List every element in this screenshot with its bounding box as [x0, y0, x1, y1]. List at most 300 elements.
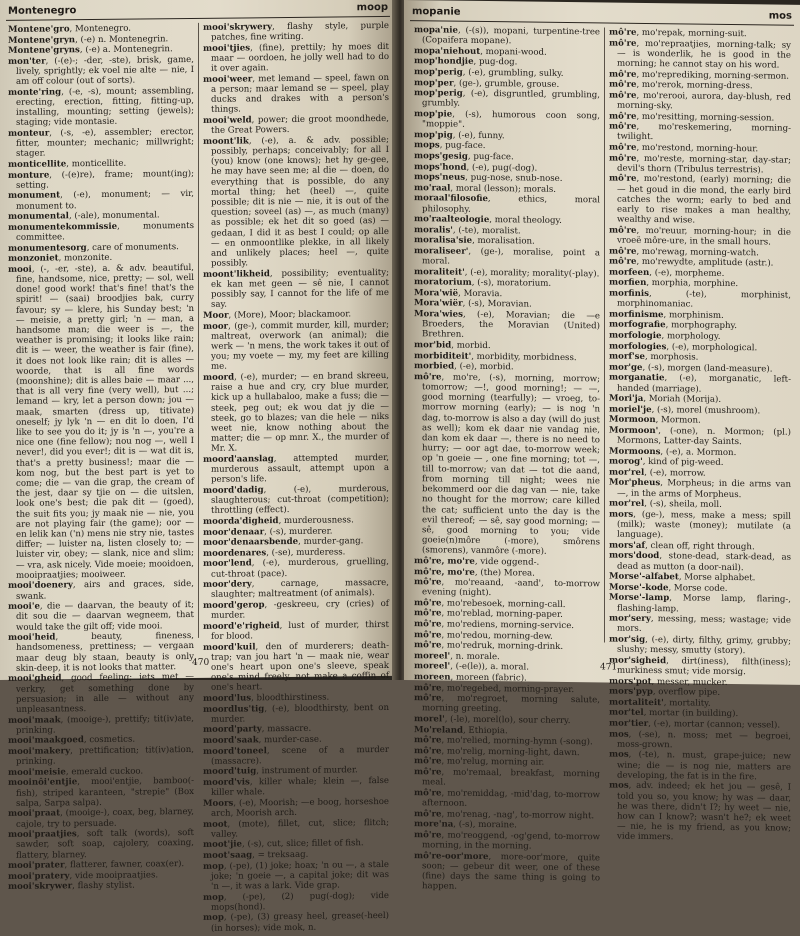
entry-definition: , Montenegro. — [69, 23, 132, 35]
entry-definition: , mo'reste, morning-star, day-star; devil's thorn (Tribulus terrestris). — [617, 153, 791, 176]
entry-headword: morbiditeit' — [414, 350, 472, 362]
entry-headword: mô're — [414, 371, 442, 383]
entry-headword: mooi'doenery — [8, 580, 73, 592]
entry-headword: mooi'maakgoed — [8, 735, 84, 747]
entry-definition: , (-te), n. must, grape-juice; new wine; die — is nog nie, matters are developing, the fat is in the fire. — [617, 750, 791, 783]
header-left: Montenegro — [8, 5, 77, 17]
entry-headword: Morse'-alfabet — [609, 571, 679, 583]
entry-definition: , moral (lesson); morals. — [450, 183, 557, 195]
entry-headword: morf'se — [609, 351, 645, 363]
dictionary-entry — [203, 838, 389, 850]
entry-definition: , soft talk (words), soft sawder, soft soap, cajolery, coaxing, flattery, blarney. — [16, 828, 194, 861]
entry-definition: , Moravia. — [458, 288, 503, 300]
entry-definition: , mo'redou, morning-dew. — [441, 630, 553, 642]
entry-headword: mô're, mo're — [414, 556, 475, 567]
entry-definition: , (-se), n. moss; met — begroei, moss-grown. — [617, 729, 791, 751]
entry-definition: , monuments committee. — [16, 220, 194, 243]
entry-definition: , (fine), prettily; hy moes dit maar — oordoen, he jolly well had to do it over again. — [211, 41, 389, 74]
entry-definition: , carnage, massacre, slaughter; maltreatment (of animals). — [211, 578, 389, 601]
entry-definition: , (-s), cut, slice; fillet of fish. — [242, 838, 364, 850]
dictionary-entry — [8, 127, 194, 160]
dictionary-entry — [609, 593, 791, 616]
entry-headword: moralisa'sie — [414, 235, 473, 247]
entry-definition: , mo'restond, (early) morning; die — het goud in die mond, the early bird catches the worm; early to bed and early to rise makes a man healthy, wealthy and wise. — [617, 174, 791, 226]
entry-definition: , ethics, moral philosophy. — [422, 194, 600, 215]
entry-headword: mooi'gheid — [8, 673, 62, 685]
entry-headword: Mor'pheus — [609, 477, 661, 489]
entry-headword: mooi'weld — [203, 115, 252, 126]
entry-headword: mooi'meisie — [8, 767, 66, 778]
entry-headword: mô're — [414, 829, 442, 841]
dictionary-entry — [609, 655, 791, 678]
entry-definition: , (-e), morbid. — [454, 361, 514, 373]
entry-headword: morel' — [414, 714, 445, 725]
entry-headword: moor'lend — [203, 558, 252, 570]
entry-definition: , (mooige-), coax, beg, blarney, cajole, try to persuade. — [16, 807, 194, 830]
dictionary-entry — [203, 135, 389, 270]
dictionary-entry — [414, 577, 600, 600]
entry-definition: , (-e), Moravian; die —e Broeders, the Moravian (United) Brethren. — [422, 309, 600, 341]
entry-definition: , mo'rerooi, aurora, day-blush, red morning-sky. — [617, 90, 791, 112]
dictionary-entry — [609, 781, 791, 844]
entry-headword: mor'tel — [609, 707, 644, 719]
entry-headword: mos — [609, 729, 629, 740]
entry-headword: moordenares — [203, 548, 267, 559]
entry-definition: , (-e) n. Montenegrin. — [75, 33, 169, 45]
dictionary-entry — [203, 703, 389, 725]
entry-definition: , n. morale. — [450, 651, 500, 663]
entry-headword: moot'saag — [203, 850, 253, 861]
dictionary-entry — [203, 320, 389, 373]
entry-definition: , (-e), murderous, slaughterous; cut-throat (competition); throttling (effect). — [211, 483, 389, 517]
entry-definition: , pug-nose, snub-nose. — [465, 172, 563, 185]
entry-headword: mô're — [414, 640, 442, 651]
dictionary-entry — [609, 90, 791, 113]
entry-definition: , mo'reblad, morning-paper. — [441, 608, 563, 621]
dictionary-entry — [203, 890, 389, 912]
entry-headword: moor'denaar — [203, 526, 265, 538]
dictionary-entry — [609, 174, 791, 227]
entry-definition: , moralisation. — [472, 236, 535, 247]
dictionary-entry — [203, 578, 389, 600]
dictionary-entry — [414, 830, 600, 853]
entry-definition: , mo'rewag, morning-watch. — [636, 246, 759, 258]
entry-headword: moord'saak — [203, 735, 259, 746]
entry-definition: , (-te), moralist. — [452, 225, 521, 237]
entry-definition: , (-ale), monumental. — [68, 210, 160, 222]
dictionary-entry — [8, 714, 194, 736]
entry-definition: , morbid. — [451, 340, 491, 352]
entry-headword: moord'vis — [203, 777, 250, 788]
entry-headword: morfien — [609, 277, 647, 289]
entry-definition: , flashy style, purple patches, fine writing. — [211, 20, 389, 43]
entry-definition: , dirt(iness), filth(iness); murkiness smut; vide morsig. — [617, 656, 791, 678]
entry-headword: morfinisme — [609, 309, 664, 320]
entry-definition: , (-te), morphinist, morphinomaniac. — [617, 288, 791, 310]
entry-headword: moor'denaarsbende — [203, 537, 299, 549]
entry-definition: , mo'reskemering, morning-twilight. — [617, 122, 791, 143]
dictionary-entry — [203, 620, 389, 642]
entry-headword: mop — [203, 892, 224, 903]
entry-definition: , bloodthirstiness. — [251, 692, 330, 704]
entry-definition: , pug-dog. — [473, 57, 518, 68]
entry-headword: mooi'skrywery — [203, 22, 273, 33]
entry-headword: mô're — [414, 693, 442, 704]
entry-headword: monumentesorg — [8, 242, 87, 254]
entry-definition: , (More), Moor; blackamoor. — [228, 309, 352, 321]
entry-headword: Mora'wië — [414, 288, 459, 299]
dictionary-entry — [609, 225, 791, 248]
dictionary-entry — [414, 693, 600, 716]
entry-headword: moord'gerop — [203, 600, 265, 611]
entry-definition: , mo'regebed, morning-prayer. — [441, 683, 575, 695]
entry-headword: moord'tuig — [203, 766, 257, 778]
dictionary-entry — [203, 599, 389, 621]
entry-headword: mooi'pratery — [8, 871, 70, 882]
dictionary-entry — [609, 478, 791, 501]
entry-headword: mô're — [414, 619, 442, 630]
entry-headword: morog' — [609, 456, 643, 468]
dictionary-entry — [203, 859, 389, 892]
entry-headword: morganatie — [609, 372, 665, 384]
entry-headword: monumentekommissie — [8, 221, 118, 233]
entry-definition: , monzonite. — [58, 252, 113, 264]
entry-headword: moord'toneel — [203, 745, 267, 757]
entry-headword: mô're-oor'more — [414, 850, 489, 862]
dictionary-entry — [8, 55, 194, 88]
entry-headword: mô're — [609, 121, 637, 133]
entry-definition: , moreen (fabric). — [450, 672, 527, 684]
left-column-1 — [8, 23, 194, 893]
entry-headword: mô're — [609, 225, 637, 236]
entry-headword: Mora'wiër — [414, 298, 463, 310]
entry-headword: moor — [203, 321, 229, 332]
entry-headword: mop'hondjie — [414, 56, 474, 68]
dictionary-entry — [609, 729, 791, 752]
entry-headword: mop'pig — [414, 129, 453, 141]
entry-definition: , met lemand — speel, fawn on a person; maar lemand se — speel, play ducks and drakes with a person's things. — [211, 72, 389, 116]
entry-headword: moordlus'tig — [203, 703, 265, 715]
entry-definition: , (-e), murderous, gruelling, cut-throat (pace). — [211, 557, 389, 580]
entry-definition: , mo'relug, morning air. — [441, 756, 545, 769]
entry-definition: , Morpheus; in die arms van —, in the arms of Morpheus. — [617, 478, 791, 500]
entry-headword: monumental — [8, 211, 69, 223]
entry-definition: , (-, -er, -ste), a. & adv. beautiful, fine, handsome, nice, pretty; — sol, well done! good work! that's fine! that's the spirit! — (saai) broodjies bak, curry favour; sy — klere, his Sunday best; 'n — meisie, a pretty girl; 'n — man, a handsome man; die weer is —, the weather is promising; it looks like rain; dit is — weer, the weather is fair (fine), it does not look like rain; dit is alles — woorde, that is all fine words (moonshine); dit is alles baie — maar ..., that is all very fine (very well), but ...; lemand — kry, let a person down; jou — maak, smarten (dress up, titivate) oneself; jy lyk 'n — en dit lo doen, I'd like to see you do it; jy is 'n —, you're a nice one (fine fellow); nou nog —, well I never!, did you ever!; dit is — wat dit is, that's a pretty business!; maar die — kom nog, but the best part is yet to come; die — van die grap, the cream of the jest, daar sy tjie on — die uitslen, look one's best; die pak dit — (goed), the suit fits you; jy maak nie — nie, you are not playing fair (the game); oor — en lelik kan ('n) mens nie stry nie, tastes differ; — luister na, listen closely to; — luister vir, obey; — slank, nice and slim; — vra, ask nicely. Vide moeie; mooidoen, mooipraatjies; mooiweer. — [16, 262, 194, 581]
entry-definition: , (-e), dirty, filthy, grimy, grubby; slushy; messy, smutty (story). — [617, 634, 791, 657]
entry-definition: , mo're, (-s), morning, morrow; tomorrow; —!, good morning!; — —, good morning (tearfully); — vroeg, to-morrow morning (early); — is nog 'n dag, to-morrow is also a day (will do just as well); kom ek daar nie vandag nie, dan kom ek daar —, there is no need to hurry; — oor agt dae, to-morrow week; op 'n goeie — , one fine morning; tot —, till to-morrow; van dat — tot die aand, from morning till night; wees nie bekommerd oor die dag van — nie, take no thought for the morrow; care killed the cat; sufficient unto the day is the evil thereof; — sê, say good morning; — sê, good morning to you; vide goeie(n)môre (-more), smôrens (smorens), vanmôre (-more). — [422, 372, 600, 558]
dictionary-entry — [203, 776, 389, 798]
entry-definition: , (ge-), moralise, point a moral. — [422, 246, 600, 267]
entry-headword: morfografie — [609, 319, 666, 331]
entry-definition: , pug-face. — [467, 151, 514, 163]
dictionary-entry — [609, 750, 791, 783]
entry-headword: mô're — [609, 27, 637, 38]
entry-definition: , adv. indeed; ek het jou — gesê, I told you so, you know; hy was — daar, he was there, didn't I?; hy weet — nie, how can I know?; wasn't he?; ek weet — nie, he is my friend, as you know; vide immers. — [617, 781, 791, 843]
entry-definition: , (-e), disgruntled, grumbling, grumbly. — [422, 88, 600, 110]
entry-headword: mô're — [414, 682, 442, 694]
entry-headword: mop'per — [414, 77, 454, 89]
entry-headword: moont'likheid — [203, 269, 270, 280]
column-divider — [198, 23, 199, 638]
entry-headword: mos — [609, 780, 629, 792]
entry-definition: , mo'resitting, morning-session. — [636, 111, 775, 124]
entry-definition: , (-le), morel(lo), sour cherry. — [444, 714, 571, 727]
entry-headword: mor'rel — [609, 467, 645, 478]
entry-definition: , (-e(le)), a. moral. — [450, 662, 529, 673]
entry-headword: Moors — [203, 798, 234, 809]
page-number: 470 — [192, 657, 210, 668]
entry-headword: mo'raalteologie — [414, 214, 490, 226]
entry-definition: , (-e), bloodthirsty, bent on murder. — [211, 702, 389, 725]
entry-definition: , possibility; eventuality; ek kan met geen — sê nie, I cannot possibly say, I cannot for the life of me say. — [211, 267, 389, 311]
entry-headword: Moor — [203, 310, 229, 321]
entry-headword: mô're — [414, 808, 442, 820]
dictionary-entry — [414, 372, 600, 558]
entry-definition: , = treksaag. — [252, 849, 309, 861]
entry-definition: , more-oor'more, quite soon; — gebeur dit weer, one of these (fine) days the same thing is going to happen. — [422, 851, 600, 892]
entry-headword: moot — [203, 819, 228, 830]
dictionary-entry — [203, 268, 389, 311]
entry-definition: , (-e), monument; — vir, monument to. — [16, 189, 194, 212]
dictionary-entry — [203, 371, 389, 455]
dictionary-entry — [609, 122, 791, 145]
entry-definition: , pug-face. — [439, 140, 486, 152]
right-page — [404, 0, 800, 892]
dictionary-entry — [8, 672, 194, 715]
entry-headword: moratorium — [414, 277, 472, 289]
entry-headword: mor'rel — [609, 498, 645, 510]
entry-headword: mors'dood — [609, 550, 660, 562]
entry-headword: mô're — [414, 787, 442, 799]
entry-headword: moot'jie — [203, 839, 242, 851]
entry-headword: mors'af — [609, 540, 646, 551]
entry-headword: mo'raal — [414, 182, 451, 194]
entry-definition: , (-s, -e), assembler; erector, fitter, mounter; mechanic; millwright; stager. — [16, 126, 194, 160]
dictionary-entry — [8, 776, 194, 809]
entry-headword: mooi'prater — [8, 860, 65, 872]
entry-definition: , good feeling; iets met — verkry, get something done by persuasion; in alle — without any unpleasantness. — [16, 672, 194, 715]
entry-definition: , (-e), morphological. — [666, 341, 758, 353]
entry-headword: mô're — [414, 608, 442, 619]
entry-headword: monte'ring — [8, 87, 62, 98]
entry-definition: , Ethiopia. — [462, 725, 508, 736]
entry-definition: , mo'reoggend, -og'gend, to-morrow morning, in the morning. — [422, 830, 600, 852]
entry-headword: mooi'heid — [8, 632, 56, 644]
entry-definition: , (-e), mortar (cannon; vessel). — [648, 718, 781, 731]
entry-definition: , (-se), murderess. — [266, 547, 346, 559]
dictionary-entry — [609, 509, 791, 542]
entry-definition: , (-s), Moravian. — [462, 299, 532, 311]
header-right: moop — [356, 1, 388, 14]
entry-definition: , moral theology. — [489, 215, 562, 227]
entry-headword: Mora'wies — [414, 309, 463, 320]
dictionary-entry — [8, 880, 194, 892]
entry-definition: , mo'reprediking, morning-sermon. — [636, 69, 790, 82]
entry-headword: moord — [203, 372, 235, 383]
entry-headword: mortaliteit' — [609, 697, 664, 708]
entry-definition: , scene of a murder (massacre). — [211, 744, 389, 767]
entry-definition: , flashy stylist. — [72, 880, 135, 892]
dictionary-entry — [414, 851, 600, 894]
dictionary-entry — [203, 911, 389, 933]
entry-definition: , (-pe), (3) greasy heel, grease(-heel) (in horses); vide mok, n. — [211, 911, 389, 934]
entry-definition: , killer whale; klein —, false killer whale. — [211, 775, 389, 798]
dictionary-entry — [203, 797, 389, 819]
dictionary-entry — [609, 614, 791, 637]
entry-definition: , (-(e)-; -der, -ste), brisk, game, lively, sprightly; ek voel nie alte — nie, I am off colour (out of sorts). — [16, 54, 194, 88]
dictionary-entry — [609, 288, 791, 311]
entry-definition: , instrument of murder. — [256, 765, 358, 777]
dictionary-entry — [8, 86, 194, 129]
entry-definition: , (the) Morea. — [474, 567, 535, 579]
entry-definition: , attempted murder, murderous assault, attempt upon a person's life. — [211, 452, 389, 486]
entry-definition: , morphosis. — [645, 352, 699, 363]
entry-definition: , (-pe), (1) joke; hoax; 'n ou —, a stale joke; 'n goeie —, a capital joke; dit was 'n —, it was a lark. Vide grap. — [211, 859, 389, 892]
entry-definition: , cosmetics. — [83, 735, 136, 746]
dictionary-entry — [609, 425, 791, 448]
entry-definition: , morphology. — [661, 331, 721, 342]
dictionary-entry — [203, 818, 389, 840]
entry-headword: monument — [8, 190, 61, 202]
entry-headword: moraliteit' — [414, 266, 465, 278]
entry-headword: mor'ge — [609, 362, 643, 373]
entry-definition: , (mooige-), prettify; tit(iv)ate, prinking. — [16, 713, 194, 736]
entry-headword: mor'tier — [609, 718, 649, 729]
page-number: 471 — [600, 662, 618, 673]
entry-definition: , mo'relig, morning-light, dawn. — [441, 746, 580, 758]
entry-definition: , (-one), n. Mormon; (pl.) Mormons, Latter-day Saints. — [617, 425, 791, 448]
entry-definition: , mortality. — [663, 697, 711, 709]
entry-definition: , (-e), a. Mormon. — [660, 446, 737, 458]
entry-definition: , care of monuments. — [86, 241, 179, 253]
dictionary-entry — [203, 114, 389, 136]
dictionary-entry — [414, 767, 600, 790]
entry-headword: mô're — [414, 735, 442, 746]
entry-headword: more'na — [414, 819, 454, 830]
entry-headword: Montene'gryn — [8, 34, 76, 46]
dictionary-entry — [203, 557, 389, 579]
dictionary-entry — [203, 484, 389, 517]
entry-headword: mopa'nie — [414, 25, 459, 36]
header-right: mos — [768, 10, 792, 22]
entry-definition: , (-e), Moorish; —e boog, horseshoe arch, Moorish arch. — [211, 796, 389, 819]
entry-definition: , vide oggend-. — [474, 556, 540, 568]
entry-definition: , mo'reaand, -aand', to-morrow evening (night). — [422, 577, 600, 599]
entry-headword: morfologies — [609, 341, 667, 352]
dictionary-entry — [8, 579, 194, 601]
dictionary-entry — [8, 631, 194, 674]
entry-headword: mô're — [609, 90, 637, 101]
entry-headword: mop'perig — [414, 67, 463, 78]
entry-headword: moreel' — [414, 650, 451, 662]
entry-headword: mô're — [414, 598, 442, 609]
entry-headword: monticellite — [8, 159, 67, 170]
entry-headword: mooi'makery — [8, 746, 71, 757]
dictionary-entry — [8, 242, 194, 254]
entry-headword: monteur — [8, 128, 50, 139]
entry-definition: , (-s), moraine. — [453, 819, 517, 831]
dictionary-entry — [8, 221, 194, 243]
entry-definition: , Morse lamp, flaring-, flashing-lamp. — [617, 593, 791, 614]
entry-headword: mos — [609, 749, 629, 761]
entry-headword: moord'party — [203, 724, 262, 736]
entry-headword: mô're — [414, 577, 442, 588]
entry-definition: , Moriah (Morija). — [643, 394, 722, 405]
entry-headword: Morse'-lamp — [609, 592, 670, 604]
entry-headword: mops'gesig — [414, 151, 468, 162]
entry-headword: moraliseer' — [414, 246, 469, 257]
entry-definition: , messer, mucker. — [651, 676, 728, 688]
entry-headword: mor'sigheid — [609, 655, 667, 667]
entry-headword: moord'kuil — [203, 641, 256, 653]
entry-headword: mô're — [609, 111, 637, 122]
entry-definition: , (-e), grumbling, sulky. — [462, 67, 564, 79]
left-page — [0, 0, 396, 934]
entry-headword: moreel' — [414, 661, 451, 673]
entry-definition: , mo'rebesoek, morning-call. — [441, 598, 566, 610]
entry-definition: , (-s), humorous coon song, "moppie". — [422, 109, 600, 130]
entry-headword: mop — [203, 861, 224, 872]
dictionary-entry — [8, 828, 194, 861]
entry-headword: Montene'gryns — [8, 45, 80, 57]
entry-headword: mooi'praat — [8, 808, 61, 820]
entry-headword: morfologie — [609, 330, 662, 342]
entry-headword: moord'dadig — [203, 485, 264, 496]
dictionary-entry — [203, 42, 389, 75]
entry-definition: , (ge-), grumble, grouse. — [453, 78, 560, 90]
entry-definition: , mooi'entjie, bamboo(-fish), striped karanteen, "strepie" (Box salpa, Sarpa salpa). — [16, 776, 194, 809]
entry-definition: , beauty, fineness, handsomeness, prettiness; — vergaan maar deug bly staan, beauty is only skin-deep, it is not looks that matter. — [16, 631, 194, 674]
entry-definition: , (-e, -s), mount; assembling, erecting, erection, fitting, fitting-up, installing, mounting; setting (jewels); staging; vide montasie. — [16, 85, 194, 129]
entry-headword: mon'ter — [8, 56, 46, 67]
entry-headword: mop'pie — [414, 109, 453, 120]
dictionary-entry — [609, 635, 791, 658]
dictionary-entry — [8, 263, 194, 581]
column-divider — [604, 27, 605, 642]
entry-definition: , prettification; tit(iv)ation, prinking. — [16, 744, 194, 768]
entry-headword: mô're — [609, 256, 637, 267]
dictionary-entry — [8, 169, 194, 191]
entry-headword: mô're — [414, 629, 442, 641]
dictionary-entry — [609, 551, 791, 574]
entry-headword: mooi — [8, 264, 32, 275]
dictionary-entry — [414, 193, 600, 216]
entry-definition: , (-e), pug(-dog). — [466, 162, 538, 174]
entry-definition: , mo'reuur, morning-hour; in die vroeë môre-ure, in the small hours. — [617, 225, 791, 248]
dictionary-entry — [203, 21, 389, 43]
entry-headword: mô're — [609, 246, 637, 257]
dictionary-entry — [8, 745, 194, 767]
entry-headword: mop — [203, 913, 224, 924]
entry-definition: , monticellite. — [66, 158, 127, 170]
entry-definition: , (-(e)re), frame; mount(ing); setting. — [16, 168, 194, 191]
dictionary-entry — [414, 246, 600, 269]
entry-headword: moorda'digheid — [203, 516, 279, 527]
entry-definition: , mortar (in building). — [643, 708, 739, 720]
entry-definition: , stone-dead, stark-dead, as dead as mutton (a door-nail). — [617, 551, 791, 573]
entry-definition: , (-e) a. Montenegrin. — [79, 44, 173, 56]
entry-headword: Mormoon — [609, 414, 656, 426]
entry-headword: mô're — [609, 79, 637, 91]
entry-headword: moord'lus — [203, 693, 252, 704]
entry-definition: , mo'rewydte, amplitude (astr.). — [636, 256, 774, 269]
entry-headword: mops — [414, 140, 440, 151]
entry-definition: , flatterer, fawner, coax(er). — [64, 859, 185, 871]
entry-headword: mops'hond — [414, 161, 467, 173]
entry-headword: mô're — [609, 142, 637, 153]
right-column-1 — [414, 25, 600, 892]
entry-definition: , die — daarvan, the beauty of it; dit sou die — daarvan wegneem, that would take the gilt off; vide mooi. — [16, 600, 194, 633]
